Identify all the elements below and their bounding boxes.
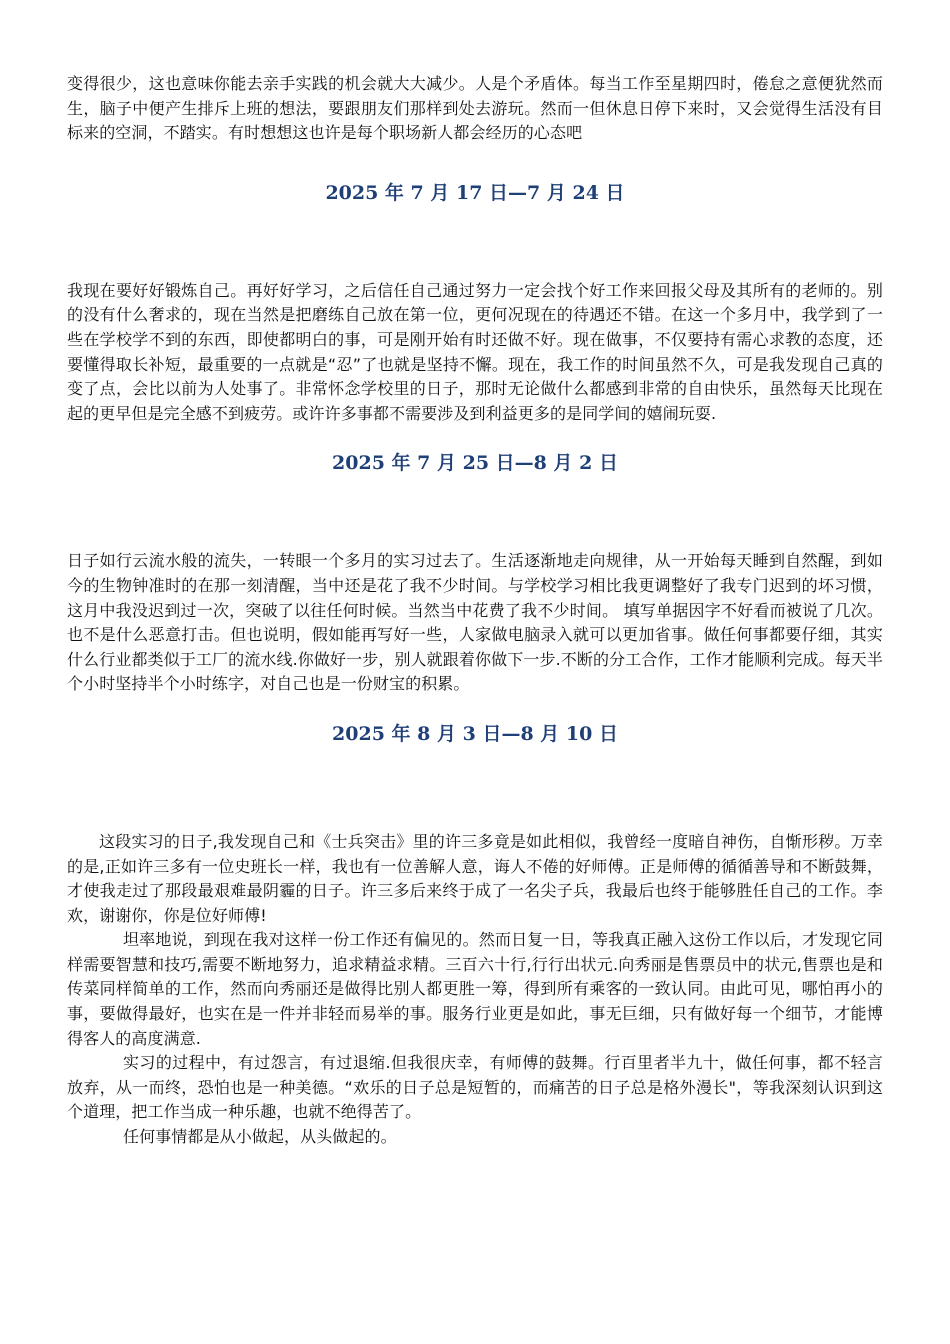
- intro-paragraph: 变得很少，这也意味你能去亲手实践的机会就大大减少。人是个矛盾体。每当工作至星期四时，倦怠之意便犹然而生，脑子中便产生排斥上班的想法，要跟朋友们那样到处去游玩。然而一但休息日停下来时，又会觉得生活没有目标来的空洞，不踏实。有时想想这也许是每个职场新人都会经历的心态吧: [67, 74, 883, 143]
- section-heading-2: 2025 年 7 月 25 日—8 月 2 日: [332, 452, 618, 475]
- section-2-paragraph: 日子如行云流水般的流失，一转眼一个多月的实习过去了。生活逐渐地走向规律，从一开始每天睡到自然醒，到如今的生物钟准时的在那一刻清醒，当中还是花了我不少时间。与学校学习相比我更调整好了我专门迟到的坏习惯，这月中我没迟到过一次，突破了以往任何时候。当然当中花费了我不少时间。 填写单据因字不好看而被说了几次。也不是什么恶意打击。但也说明，假如能再写好一些，人家做电脑录入就可以更加省事。做任何事都要仔细，其实什么行业都类似于工厂的流水线.你做好一步，别人就跟着你做下一步.不断的分工合作，工作才能顺利完成。每天半个小时坚持半个小时练字，对自己也是一份财宝的积累。: [67, 551, 883, 694]
- section-3-paragraph-1: 这段实习的日子,我发现自己和《士兵突击》里的许三多竟是如此相似，我曾经一度暗自神伤，自惭形秽。万幸的是,正如许三多有一位史班长一样，我也有一位善解人意，诲人不倦的好师傅。正是师傅的循循善导和不断鼓舞，才使我走过了那段最艰难最阴霾的日子。许三多后来终于成了一名尖子兵，我最后也终于能够胜任自己的工作。李欢，谢谢你，你是位好师傅!: [67, 831, 883, 925]
- section-heading-1: 2025 年 7 月 17 日—7 月 24 日: [325, 181, 625, 204]
- document-page: [67, 72, 883, 1150]
- section-3-paragraph-2: 坦率地说，到现在我对这样一份工作还有偏见的。然而日复一日，等我真正融入这份工作以后，才发现它同样需要智慧和技巧,需要不断地努力，追求精益求精。三百六十行,行行出状元.向秀丽是售票员中的状元,售票也是和传菜同样简单的工作，然而向秀丽还是做得比别人都更胜一筹，得到所有乘客的一致认同。由此可见，哪怕再小的事，要做得最好，也实在是一件并非轻而易举的事。服务行业更是如此，事无巨细，只有做好每一个细节，才能博得客人的高度满意.: [67, 930, 883, 1048]
- section-1-paragraph: 我现在要好好锻炼自己。再好好学习，之后信任自己通过努力一定会找个好工作来回报父母及其所有的老师的。别的没有什么奢求的，现在当然是把磨练自己放在第一位，更何况现在的待遇还不错。在这一个多月中，我学到了一些在学校学不到的东西，即使都明白的事，可是刚开始有时还做不好。现在做事，不仅要持有需心求教的态度，还要懂得取长补短，最重要的一点就是“忍”了也就是坚持不懈。现在，我工作的时间虽然不久，可是我发现自己真的变了点，会比以前为人处事了。非常怀念学校里的日子，那时无论做什么都感到非常的自由快乐，虽然每天比现在起的更早但是完全感不到疲劳。或许许多事都不需要涉及到利益更多的是同学间的嬉闹玩耍.: [67, 280, 883, 423]
- section-heading-3: 2025 年 8 月 3 日—8 月 10 日: [332, 722, 618, 745]
- section-3-paragraph-4: 任何事情都是从小做起，从头做起的。: [123, 1127, 397, 1147]
- section-3-paragraph-3: 实习的过程中，有过怨言，有过退缩.但我很庆幸，有师傅的鼓舞。行百里者半九十，做任何事，都不轻言放弃，从一而终，恐怕也是一种美德。“欢乐的日子总是短暂的，而痛苦的日子总是格外漫长"，等我深刻认识到这个道理，把工作当成一种乐趣，也就不绝得苦了。: [67, 1053, 883, 1122]
